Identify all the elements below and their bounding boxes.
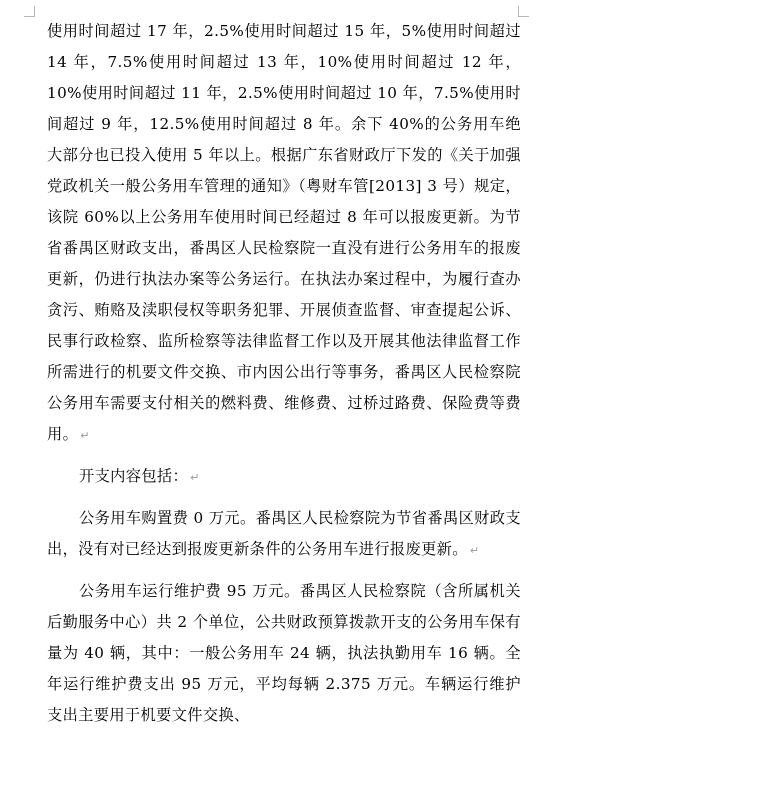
paragraph-vehicle-age: [47, 16, 521, 451]
paragraph-mark-icon: ↵: [80, 429, 90, 442]
top-left-margin-marker: [24, 6, 35, 17]
paragraph-mark-icon: ↵: [190, 471, 200, 484]
paragraph-text: 公务用车购置费 0 万元。番禺区人民检察院为节省番禺区财政支出，没有对已经达到报废更新条件的公务用车进行报废更新。: [47, 509, 521, 558]
paragraph-maintenance-cost: [47, 576, 521, 732]
paragraph-text: 使用时间超过 17 年，2.5%使用时间超过 15 年，5%使用时间超过 14 年，7.5%使用时间超过 13 年，10%使用时间超过 12 年，10%使用时间超过 11 年，2.5%使用时间超过 10 年，7.5%使用时间超过 9 年，12.5%使用时间超过 8 年。余下 40%的公务用车绝大部分也已投入使用 5 年以上。根据广东省财政厅下发的《关于加强党政机关一般公务用车管理的通知》（粤财车管[2013] 3 号）规定，该院 60%以上公务用车使用时间已经超过 8 年可以报废更新。为节省番禺区财政支出，番禺区人民检察院一直没有进行公务用车的报废更新，仍进行执法办案等公务运行。在执法办案过程中，为履行查办贪污、贿赂及渎职侵权等职务犯罪、开展侦查监督、审查提起公诉、民事行政检察、监所检察等法律监督工作以及开展其他法律监督工作所需进行的机要文件交换、市内因公出行等事务，番禺区人民检察院公务用车需要支付相关的燃料费、维修费、过桥过路费、保险费等费用。: [47, 22, 521, 443]
paragraph-text: 开支内容包括：: [79, 467, 189, 485]
paragraph-text: 公务用车运行维护费 95 万元。番禺区人民检察院（含所属机关后勤服务中心）共 2 个单位，公共财政预算拨款开支的公务用车保有量为 40 辆，其中：一般公务用车 24 辆，执法执勤用车 16 辆。全年运行维护费支出 95 万元，平均每辆 2.375 万元。车辆运行维护支出主要用于机要文件交换、: [47, 582, 521, 724]
paragraph-expense-heading: [47, 461, 521, 493]
document-body[interactable]: [47, 16, 521, 732]
paragraph-purchase-cost: [47, 503, 521, 566]
paragraph-mark-icon: ↵: [469, 544, 480, 557]
